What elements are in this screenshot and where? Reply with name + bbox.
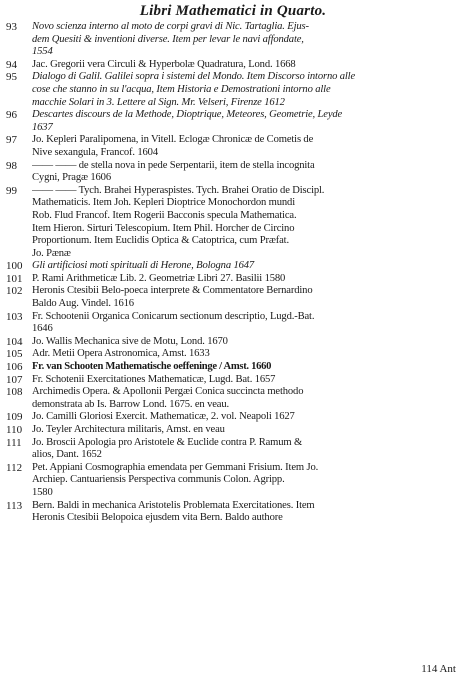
entry-number: 107 [6, 373, 23, 386]
entry-text [32, 160, 462, 185]
catalog-entry [4, 462, 462, 500]
entry-line: Archiep. Cantuariensis Perspectiva communis Colon. Agripp. [32, 474, 285, 486]
entry-line: Heronis Ctesibii Belo-poeca interprete & Commentatore Bernardino [32, 285, 313, 297]
entry-line: 1637 [32, 121, 53, 133]
catalog-entry [4, 348, 462, 361]
catalog-entry [4, 21, 462, 59]
entry-number: 102 [6, 285, 23, 298]
entry-line: Fr. Schotenii Exercitationes Mathematicæ, Lugd. Bat. 1657 [32, 373, 276, 385]
entry-line: —— —— de stella nova in pede Serpentarii, item de stella incognita [32, 159, 315, 171]
entry-line: cose che stanno in su l'acqua, Item Historia e Demostrationi intorno alle [32, 83, 331, 95]
entry-line: Pet. Appiani Cosmographia emendata per Gemmani Frisium. Item Jo. [32, 461, 319, 473]
entry-number: 110 [6, 424, 23, 436]
entry-line: dem Quesiti & inventioni diverse. Item per levar le navi affondate, [32, 33, 304, 45]
entry-text [32, 273, 462, 286]
entry-number: 101 [6, 272, 23, 285]
entry-list [4, 21, 462, 525]
entry-line: Mathematicis. Item Joh. Kepleri Dioptrice Monochordon mundi [32, 197, 295, 209]
entry-line: Item Hieron. Sirturi Telescopium. Item Phil. Horcher de Circino [32, 222, 295, 234]
entry-line: Novo scienza interno al moto de corpi gravi di Nic. Tartaglia. Ejus- [32, 21, 309, 32]
entry-line: P. Rami Arithmeticæ Lib. 2. Geometriæ Libri 27. Basilii 1580 [32, 272, 286, 284]
entry-line: Cygni, Pragæ 1606 [32, 172, 111, 184]
catalog-entry [4, 109, 462, 134]
entry-number: 113 [6, 499, 23, 512]
entry-number: 96 [6, 109, 17, 122]
entry-number: 99 [6, 184, 17, 197]
entry-text [32, 374, 462, 387]
catalog-entry [4, 71, 462, 109]
entry-line: Fr. van Schooten Mathematische oeffeninge / Amst. 1660 [32, 361, 272, 373]
entry-line: macchie Solari in 3. Lettere al Sign. Mr. Velseri, Firenze 1612 [32, 96, 285, 108]
entry-line: demonstrata ab Is. Barrow Lond. 1675. en veau. [32, 398, 229, 410]
entry-line: Gli artificiosi moti spirituali di Herone, Bologna 1647 [32, 260, 255, 272]
entry-number: 111 [6, 436, 22, 449]
entry-text [32, 336, 462, 349]
entry-number: 109 [6, 411, 23, 424]
entry-text [32, 185, 462, 261]
entry-number: 95 [6, 71, 17, 84]
entry-line: Nive sexangula, Francof. 1604 [32, 146, 158, 158]
catalog-entry [4, 185, 462, 261]
entry-number: 105 [6, 348, 23, 361]
entry-line: Jo. Pænæ [32, 247, 71, 259]
catalog-entry [4, 285, 462, 310]
entry-text [32, 386, 462, 411]
entry-text [32, 134, 462, 159]
entry-number: 108 [6, 386, 23, 399]
entry-number: 97 [6, 134, 17, 147]
entry-line: Baldo Aug. Vindel. 1616 [32, 298, 134, 310]
catalog-entry [4, 273, 462, 286]
catalog-entry [4, 134, 462, 159]
entry-number: 93 [6, 21, 17, 33]
entry-line: Fr. Schootenii Organica Conicarum sectionum descriptio, Lugd.-Bat. [32, 310, 315, 322]
catalog-entry [4, 311, 462, 336]
entry-line: Archimedis Opera. & Apollonii Pergæi Conica succincta methodo [32, 386, 304, 398]
entry-text [32, 348, 462, 361]
entry-number: 104 [6, 335, 23, 348]
catalog-entry [4, 336, 462, 349]
entry-text [32, 437, 462, 462]
catalog-entry [4, 500, 462, 525]
catalog-entry [4, 374, 462, 387]
entry-text [32, 285, 462, 310]
catchword: 114 Ant [421, 663, 456, 675]
entry-number: 94 [6, 58, 17, 71]
entry-text [32, 500, 462, 525]
entry-number: 98 [6, 159, 17, 172]
entry-line: Rob. Flud Francof. Item Rogerii Bacconis specula Mathematica. [32, 209, 297, 221]
entry-line: Jo. Teyler Architectura militaris, Amst. en veau [32, 424, 225, 435]
entry-text [32, 424, 462, 437]
catalog-entry [4, 386, 462, 411]
catalog-entry [4, 361, 462, 374]
entry-text [32, 462, 462, 500]
page-header: Libri Mathematici in Quarto. [139, 3, 327, 19]
entry-line: —— —— Tych. Brahei Hyperaspistes. Tych. Brahei Oratio de Discipl. [32, 184, 325, 196]
entry-line: Bern. Baldi in mechanica Aristotelis Problemata Exercitationes. Item [32, 499, 315, 511]
entry-line: 1554 [32, 46, 53, 58]
entry-line: Dialogo di Galil. Galilei sopra i sistemi del Mondo. Item Discorso intorno alle [32, 71, 356, 83]
catalog-entry [4, 59, 462, 72]
entry-number: 106 [6, 361, 23, 374]
entry-line: 1580 [32, 486, 53, 498]
catalog-entry [4, 411, 462, 424]
entry-number: 103 [6, 310, 23, 323]
entry-line: Jo. Kepleri Paralipomena, in Vitell. Eclogæ Chronicæ de Cometis de [32, 134, 314, 146]
entry-line: Jac. Gregorii vera Circuli & Hyperbolæ Quadratura, Lond. 1668 [32, 58, 296, 70]
entry-text [32, 411, 462, 424]
entry-text [32, 260, 462, 273]
entry-line: Adr. Metii Opera Astronomica, Amst. 1633 [32, 348, 210, 360]
entry-text [32, 361, 462, 374]
catalog-entry [4, 160, 462, 185]
entry-line: alios, Dant. 1652 [32, 449, 102, 461]
entry-text [32, 71, 462, 109]
entry-line: 1646 [32, 323, 53, 335]
entry-text [32, 311, 462, 336]
catalog-entry [4, 260, 462, 273]
entry-line: Heronis Ctesibii Belopoica ejusdem vita Bern. Baldo authore [32, 512, 283, 524]
entry-line: Descartes discours de la Methode, Dioptrique, Meteores, Geometrie, Leyde [32, 109, 343, 121]
catalog-entry [4, 437, 462, 462]
entry-text [32, 59, 462, 72]
entry-text [32, 21, 462, 59]
entry-line: Proportionum. Item Euclidis Optica & Catoptrica, cum Præfat. [32, 235, 289, 247]
catalog-entry [4, 424, 462, 437]
entry-number: 112 [6, 461, 23, 474]
entry-line: Jo. Broscii Apologia pro Aristotele & Euclide contra P. Ramum & [32, 436, 303, 448]
entry-number: 100 [6, 260, 23, 273]
entry-line: Jo. Camilli Gloriosi Exercit. Mathematicæ, 2. vol. Neapoli 1627 [32, 411, 295, 423]
entry-line: Jo. Wallis Mechanica sive de Motu, Lond. 1670 [32, 335, 228, 347]
entry-text [32, 109, 462, 134]
